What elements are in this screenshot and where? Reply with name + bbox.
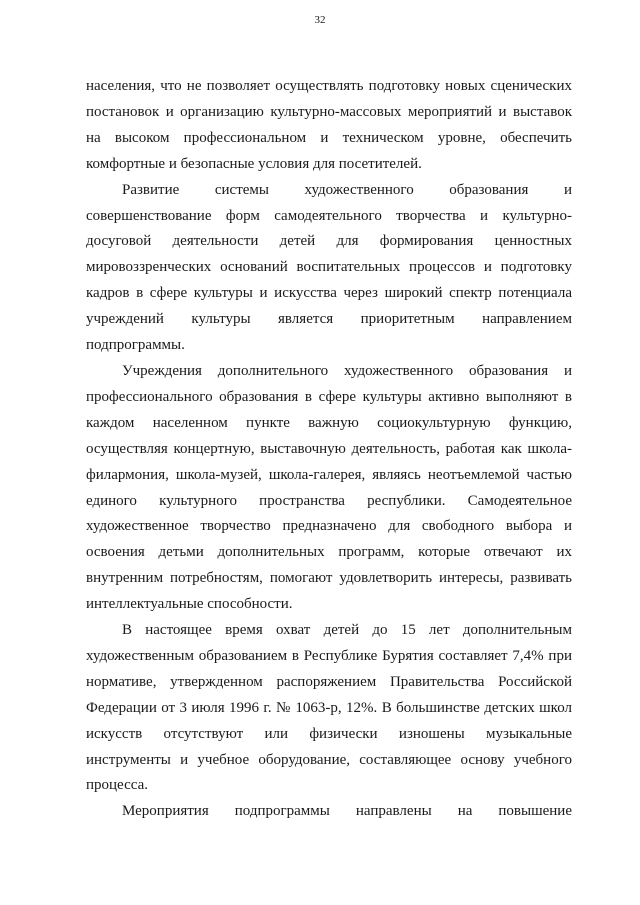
paragraph-2: Развитие системы художественного образования и совершенствование форм самодеятельного творчества и культурно-досуговой деятельности детей для формирования ценностных мировоззренческих оснований воспитательных процессов и подготовку кадров в сфере культуры и искусства через широкий спектр потенциала учреждений культуры является приоритетным направлением подпрограммы. — [86, 181, 572, 354]
paragraph-3: Учреждения дополнительного художественного образования и профессионального образования в сфере культуры активно выполняют в каждом населенном пункте важную социокультурную функцию, осуществляя концертную, выставочную деятельность, работая как школа-филармония, школа-музей, школа-галерея, являясь неотъемлемой частью единого культурного пространства республики. Самодеятельное художественное творчество предназначено для свободного выбора и освоения детьми дополнительных программ, которые отвечают их внутренним потребностям, помогают удовлетворить интересы, развивать интеллектуальные способности. — [86, 362, 572, 613]
paragraph-5: Мероприятия подпрограммы направлены на повышение — [122, 803, 572, 820]
paragraph-1: населения, что не позволяет осуществлять подготовку новых сценических постановок и организацию культурно-массовых мероприятий и выставок на высоком профессиональном и техническом уровне, обеспечить комфортные и безопасные условия для посетителей. — [86, 78, 572, 172]
paragraph-4: В настоящее время охват детей до 15 лет дополнительным художественным образованием в Республике Бурятия составляет 7,4% при нормативе, утвержденном распоряжением Правительства Российской Федерации от 3 июля 1996 г. № 1063-р, 12%. В большинстве детских школ искусств отсутствуют или физически изношены музыкальные инструменты и учебное оборудование, составляющее основу учебного процесса. — [86, 622, 572, 794]
page-number: 32 — [314, 14, 326, 26]
document-body — [86, 74, 572, 825]
